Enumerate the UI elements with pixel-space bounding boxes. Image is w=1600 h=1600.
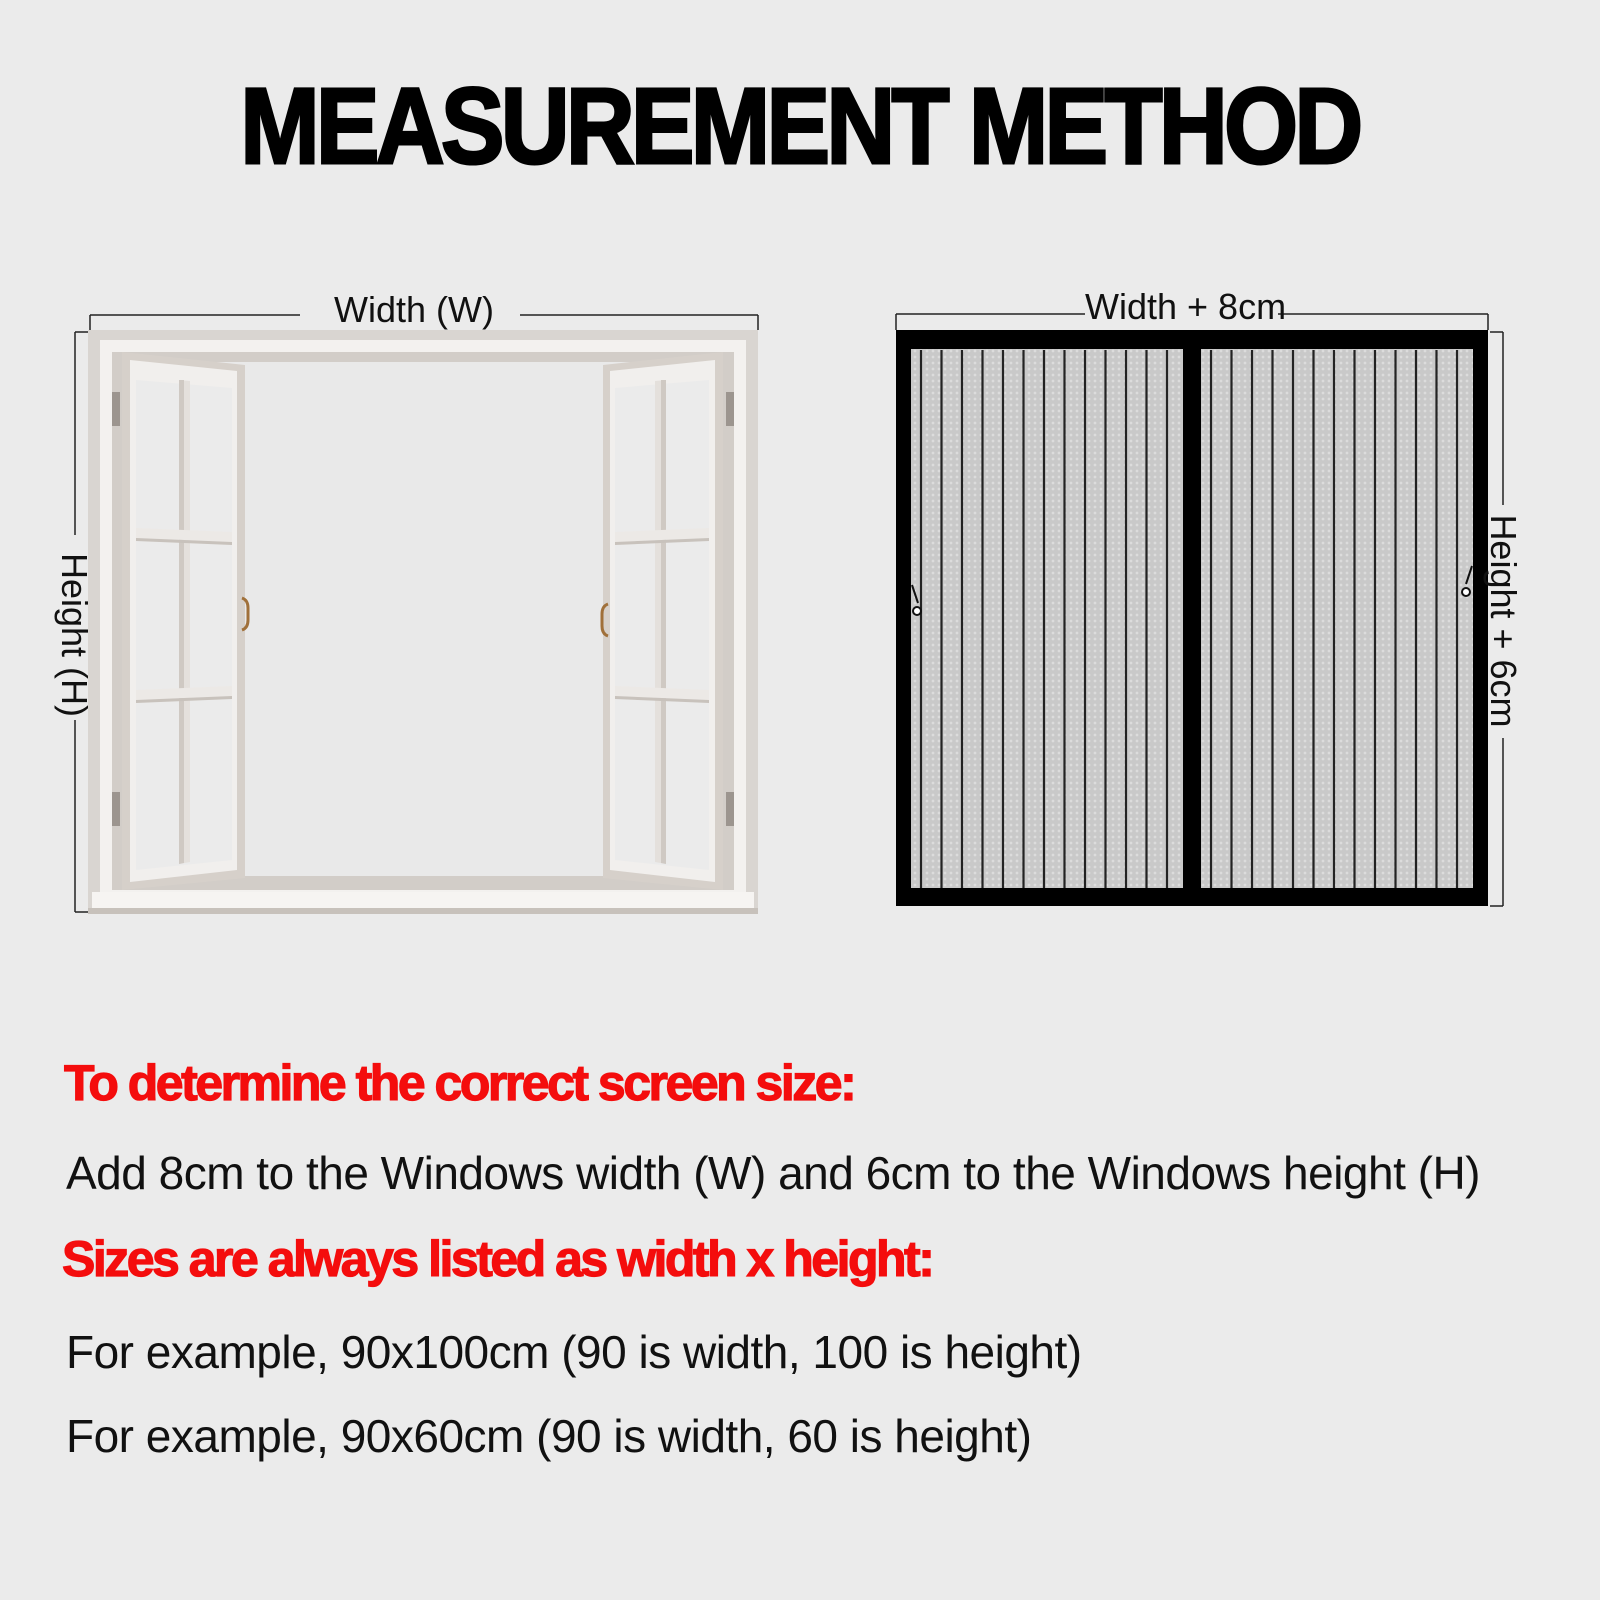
screen-size-instruction: Add 8cm to the Windows width (W) and 6cm to the Windows height (H) xyxy=(66,1147,1481,1199)
window-width-label: Width (W) xyxy=(334,289,494,330)
size-format-heading: Sizes are always listed as width x height: xyxy=(62,1231,933,1287)
size-example-2: For example, 90x60cm (90 is width, 60 is height) xyxy=(66,1410,1032,1462)
screen-height-label: Height + 6cm xyxy=(1483,514,1524,728)
window-height-label: Height (H) xyxy=(54,552,95,718)
screen-size-heading: To determine the correct screen size: xyxy=(64,1055,855,1111)
size-example-1: For example, 90x100cm (90 is width, 100 is height) xyxy=(66,1326,1082,1378)
screen-frame xyxy=(896,330,1488,906)
screen-width-label: Width + 8cm xyxy=(1085,286,1287,327)
page-title: MEASUREMENT METHOD xyxy=(240,65,1360,186)
